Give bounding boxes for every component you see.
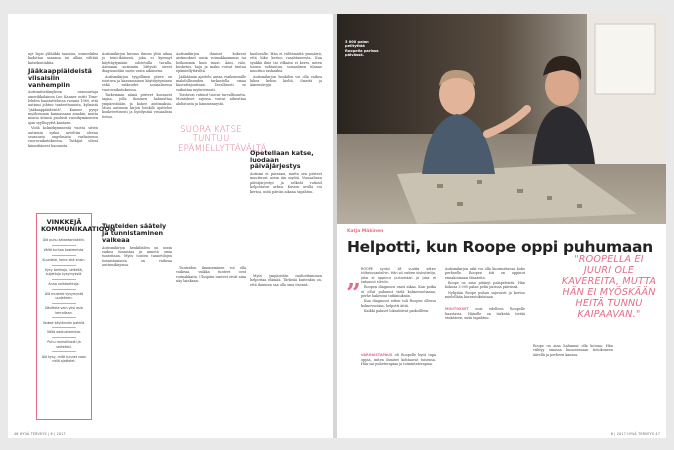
col4-paragraph: Autismikirjon henkilön voi olla vaikea lukea kehon kieltä, ilmeitä ja äänensävyjä.: [250, 74, 322, 88]
right-footer: 6 | 2017 HYVÄ TERVEYS 47: [610, 432, 660, 436]
col2-heading: Tunteiden säätely ja tunnistaminen vaikeaa: [102, 222, 167, 244]
inline-subhead: VARHAISTAPAUS: [361, 353, 393, 358]
tips-sidebar: [36, 213, 116, 420]
inline-subhead: MUUTOKSET: [445, 307, 469, 312]
photo-illustration: [337, 14, 666, 224]
tip-divider: [52, 255, 76, 256]
right-pull-quote: "ROOPELLA EI JUURI OLE KAVEREITA, MUTTA HÄN EI MYÖSKÄÄN HEITÄ TUNNU KAIPAAVAN.": [561, 254, 657, 320]
right-col1-paragraph: oli Roopelle hyvä tapa oppia, miten ihmiset kohtaavat toisensa. Hän sai puheterapiaa ja toimintaterapiaa.: [361, 353, 437, 367]
col2-paragraph: Autismikirjon henkilöiden on usein vaikea tunnistaa ja nimetä omia tunteitaan. Myös toisten tunnetilojen tunnistaminen on vaikeaa autismikirjossa.: [102, 245, 172, 267]
right-col2-paragraph: Roope on aina pitänyt palapeleistä. Hän kokoaa 3 000 palan pelin parissa päivässä.: [445, 281, 525, 290]
col1-heading: Jääkaappiäideistä viisaisiin vanhempiin: [28, 67, 92, 89]
tip-divider: [52, 245, 76, 246]
sidebar-tip: Älä mustele kysymystä uudelleen.: [44, 292, 84, 301]
col1-paragraph: Vielä kolmekymmentä vuotta sitten autismin syiksi arveltiin olevan seurausta ongelmista varhaisessa vuorovaikutuksessa. Tutkijat ulivat kiinnittäneet huomiota.: [28, 126, 98, 148]
tip-divider: [52, 289, 76, 290]
right-col2-paragraph: ovat edelleen Roopelle haastavia. Hänelle on tärkeää tietää etukäteen, mitä tapahtuu.: [445, 307, 525, 321]
article-photo: [337, 14, 666, 224]
right-col1-paragraph: Kun diagnoosi sitten tuli Roopen ollessa kolmevuotias, helpotti äitiä.: [361, 299, 436, 308]
tip-divider: [52, 337, 76, 338]
article-lede: ROOPE syntyi 18 vuotta sitten kiiltokuvaoloihin. Hän oli vaikea kiukuttelija, joka ei oppinut puhumaan ja joka ei katsonut silmiin.: [361, 267, 436, 285]
right-col2-paragraph: Nykyään Roope puhuu sujuvasti ja kertoo mielellään harrastuksistaan.: [445, 290, 525, 300]
col2-paragraph: Tarkemmin nämä piirteet kuvaavat tapaa, jolla ihminen hahmottaa ympäristöään ja kokee aistimuksia. Moni autismin kirjon henkilö ajattelee konkreettisesti ja hyödyntää visuaalista tietoa.: [102, 93, 172, 119]
col3-paragraph: Tunteiden ilmaiseminen voi olla vaikeaa, vaikka tunteet ovat voimakkaita. Ulospäin tunteet eivät aina näy lainkaan.: [176, 266, 246, 284]
right-column-2: [445, 267, 525, 321]
left-column-1: [28, 52, 98, 149]
tip-divider: [52, 279, 76, 280]
col3-paragraph: Toistuvat rutiinit tuovat turvallisuutta. Muutokset arjessa voivat aiheuttaa ahdistusta ja hämmennystä.: [176, 93, 246, 106]
col4-heading: Opetellaan katse, luodaan päiväjärjestys: [250, 148, 314, 171]
sidebar-tip: Käsittele vain yksi asia kerrallaan.: [45, 306, 83, 315]
sidebar-tip: Vältä odotustamista.: [46, 330, 82, 335]
left-column-4: [250, 52, 322, 288]
right-page: [337, 14, 666, 438]
article-headline: Helpotti, kun Roope oppi puhumaan: [347, 238, 653, 256]
right-col1-paragraph: Kaikki palaset loksahtivat paikoilleen.: [364, 309, 430, 314]
author-kicker: Katja Mäkinen: [347, 229, 384, 234]
right-column-3: [533, 344, 613, 358]
sidebar-tip: Vaikee käytännön pahkiä.: [42, 320, 86, 325]
col3-paragraph: Jääkäämin ajattelu antaa vanhemmille mahdollisuuden tarkastella omaa kasvattajuuttaan. Tavallisesti se vaikuttaa myönteisesti.: [176, 74, 246, 92]
sidebar-tip: Kuuntele, kerro sitä ensin.: [42, 257, 86, 262]
sidebar-tip: Älä kysy, mitä tunnet vaan mitä ajattelet.: [41, 354, 87, 363]
left-column-2: [102, 52, 172, 268]
tip-divider: [52, 317, 76, 318]
col1-intro: nyt lapsi ylähäkki taantuu, esimerkiksi kadottaa sanansa tai alkaa välttää katsekontaktia.: [28, 52, 98, 65]
sidebar-tip: Puhu rauhallisesti ja selkeästi.: [47, 340, 81, 349]
right-col1-paragraph: Roopen diagnoosi vaati aikaa. Kun poika ei ollut puhunut vielä kolmevuotiaana, perhe hakeutui tutkimuksiin.: [361, 285, 436, 299]
tip-divider: [52, 351, 76, 352]
col4-paragraph: Autismi ei parannu, mutta sen piirteet muuttuvat usein iän myötä. Visuaalinen päiväjärjestys ja selkeät rutiinit helpottavat arkea. Kuvien avulla voi kertoa, mitä päivän aikana tapahtuu.: [250, 172, 322, 194]
photo-caption: 3 000 palan pelityttää Roopella parissa päivässä.: [345, 40, 379, 58]
left-footer: 46 HYVÄ TERVEYS | 6 | 2017: [14, 432, 66, 436]
tip-divider: [52, 327, 76, 328]
col1-paragraph: Autismitietämyksen uranuurtaja amerikkalainen Leo Kanner esitti Time-lehden haastattelussa vuonna 1960, että autismi johtuu tunteettomista, kylmistä "jääkaappiäideistä". Kanner pysyi myöhemmin kannassaan ainakin, mutta monta äitinsä puolusti vuosikymmenten ajan syyllisyyttä kantaen.: [28, 90, 98, 125]
sidebar-tip: Anna vaihtoehtoja.: [48, 282, 80, 287]
col4-paragraph: Myös ympäristön rauhoittaminen helpottaa elämää. Tärkeää kuitenkin on, että ihminen saa olla oma itsensä.: [250, 273, 322, 287]
sidebar-title: VINKKEJÄ KOMMUNIKAATIOON: [41, 218, 116, 233]
sidebar-tip: Kysy tarkkoja, selkeitä, suljettuja kysymyksiä.: [45, 267, 83, 277]
tip-divider: [52, 265, 76, 266]
col2-paragraph: Autismikirjon kuvaus ilmeni yhtä aikaa jo teini-ikäisenä, joka ei kyennyt käyttäytymään odotetulla tavalla. Aiemmin autismiin liittyvät oireet diagnosoitiin usein vasta aikuisena.: [102, 52, 172, 74]
right-col2-paragraph: Autismikirjon arki voi olla kuormittavaa koko perheelle. Roopen äiti on oppinut ennakoimaan tilanteita.: [445, 267, 525, 280]
quote-mark-icon: ”: [346, 279, 361, 309]
tip-divider: [52, 303, 76, 304]
sidebar-tip: Vältä turhaa koskemista.: [43, 247, 85, 252]
col3-paragraph: Autismikirjon ihmiset kokevat aistimukset usein voimakkaammin tai heikommin kuin muut. Ääni, valo, kosketus, haju ja maku voivat tuntua epämiellyttäviltä.: [176, 52, 246, 74]
col2-paragraph: Autismikirjon tyypillinen piirre on toistuva ja kaavamainen käyttäytyminen sekä vaikeudet sosiaalisessa vuorovaikutuksessa.: [102, 74, 172, 92]
left-page: [8, 14, 333, 438]
left-pull-quote: SUORA KATSE TUNTUU EPÄMIELLYTTÄVÄLTÄ.: [178, 125, 270, 154]
left-column-3: [176, 52, 270, 285]
sidebar-tip: Älä puhu katsekontaktiin.: [43, 238, 85, 242]
right-column-1: [361, 267, 436, 367]
right-col3-paragraph: Roope on aina halunnut olla kotona. Hän viihtyy omassa huoneessaan tietokoneen äärellä ja perheen kanssa.: [533, 344, 613, 357]
col4-paragraph: kuuluvalle. Hän ei välttämättä ymmärrä, että hiku kertoo rasahtuneesta. Kun synkkä ilme tai vilkaisu ei kerro, miten toinen suhtautuu, sosiaalinen tilanne muuttuu raskaaksi.: [250, 52, 322, 74]
